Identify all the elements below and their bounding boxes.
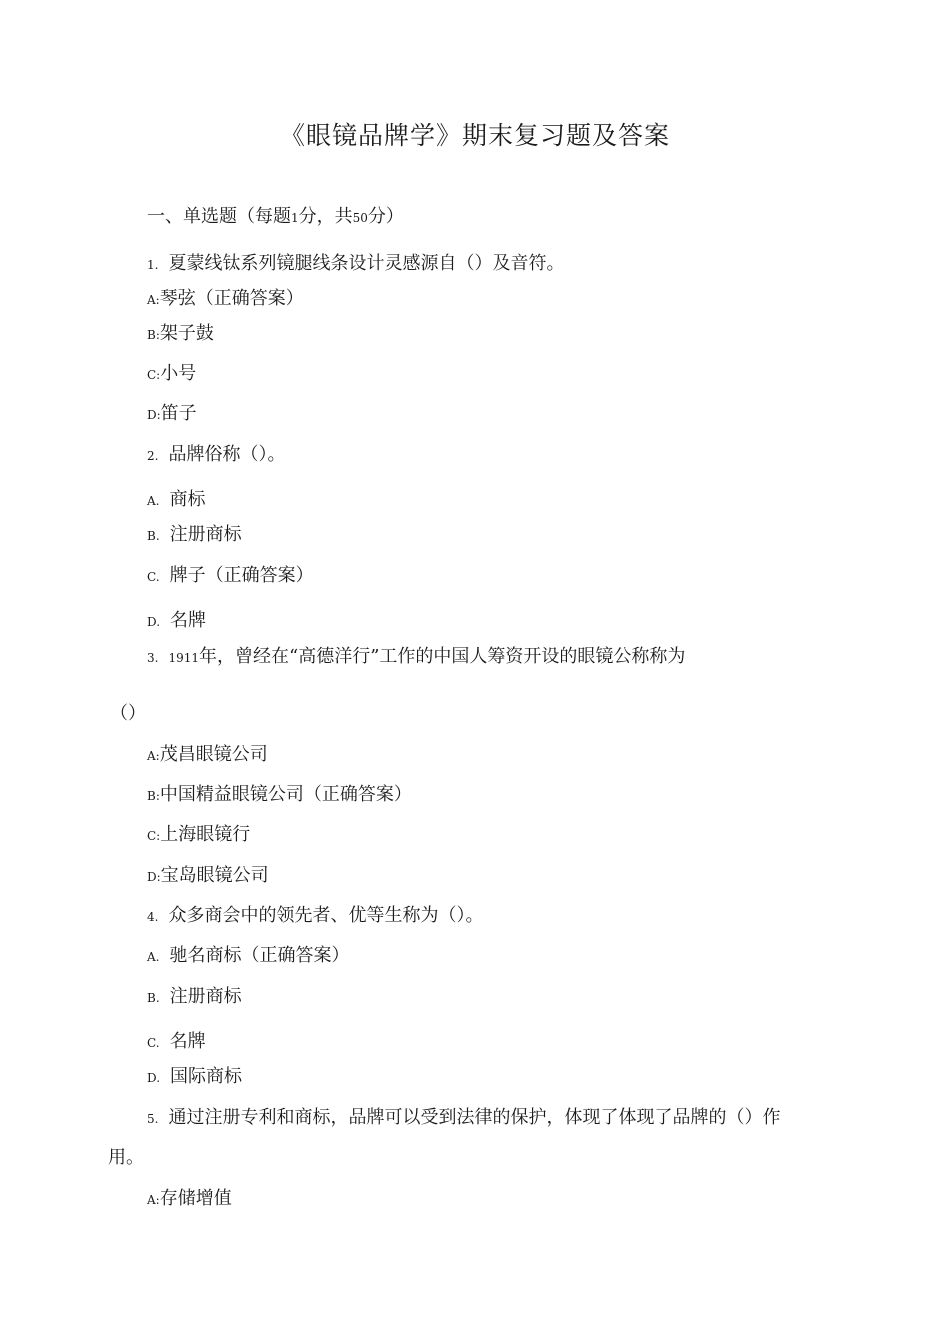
option-4c: C. 名牌 [147, 1031, 206, 1052]
question-3: 3. 1911年，曾经在“高德洋行”工作的中国人筹资开设的眼镜公称称为 [147, 646, 686, 667]
option-2b: B. 注册商标 [147, 524, 242, 545]
question-5: 5. 通过注册专利和商标，品牌可以受到法律的保护，体现了体现了品牌的（）作 [147, 1107, 781, 1128]
question-3-continuation: （） [110, 703, 146, 724]
option-1d: D:笛子 [147, 403, 197, 424]
option-3d: D:宝岛眼镜公司 [147, 865, 269, 886]
question-5-continuation: 用。 [108, 1147, 144, 1168]
document-title: 《眼镜品牌学》期末复习题及答案 [279, 121, 670, 150]
option-1b: B:架子鼓 [147, 323, 214, 344]
option-2d: D. 名牌 [147, 610, 207, 631]
option-3a: A:茂昌眼镜公司 [147, 744, 268, 765]
option-3c: C:上海眼镜行 [147, 824, 251, 845]
option-4d: D. 国际商标 [147, 1066, 243, 1087]
option-5a: A:存储增值 [147, 1188, 232, 1209]
option-3b: B:中国精益眼镜公司（正确答案） [147, 784, 412, 805]
question-2: 2. 品牌俗称（）。 [147, 444, 286, 465]
option-4b: B. 注册商标 [147, 986, 242, 1007]
question-1: 1. 夏蒙线钛系列镜腿线条设计灵感源自（）及音符。 [147, 253, 565, 274]
option-4a: A. 驰名商标（正确答案） [147, 945, 350, 966]
option-1c: C:小号 [147, 363, 197, 384]
question-4: 4. 众多商会中的领先者、优等生称为（）。 [147, 905, 484, 926]
option-2a: A. 商标 [147, 489, 206, 510]
option-1a: A:琴弦（正确答案） [147, 288, 304, 309]
section-heading: 一、单选题（每题1分，共50分） [147, 206, 404, 227]
option-2c: C. 牌子（正确答案） [147, 565, 314, 586]
